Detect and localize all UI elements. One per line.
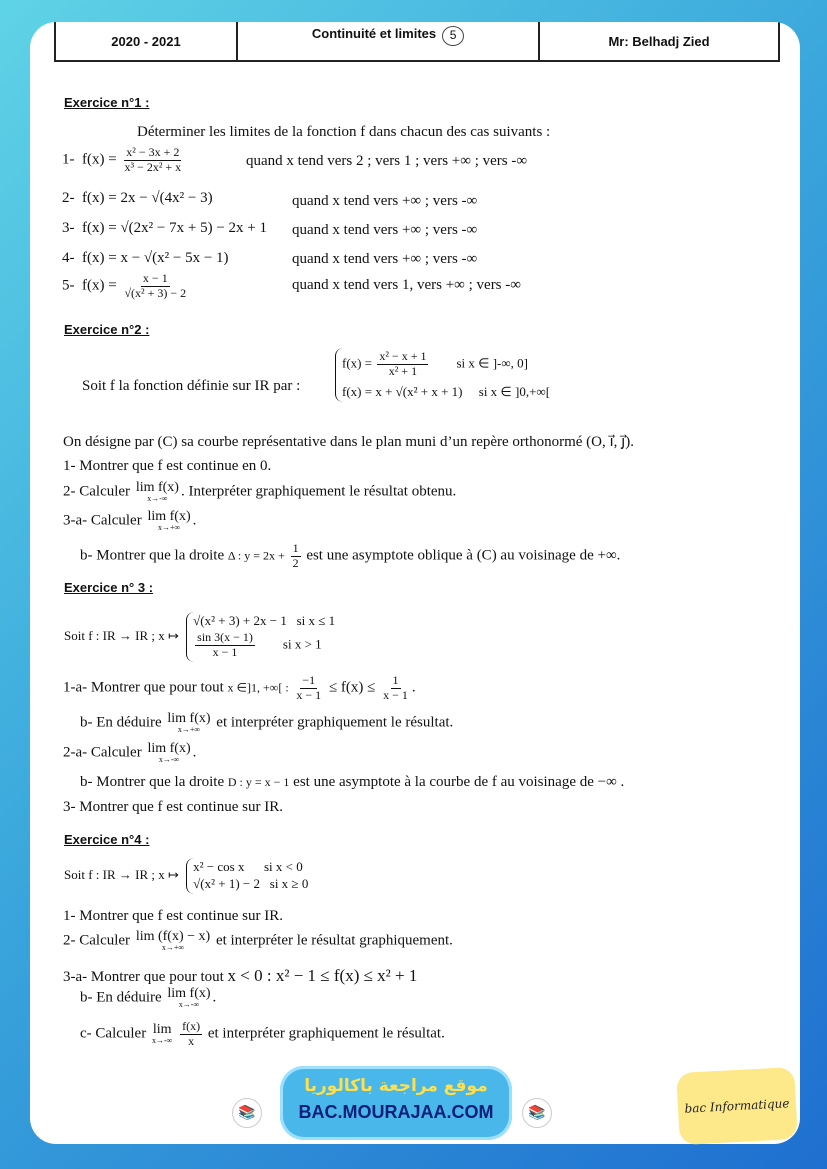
school-year: 2020 - 2021 bbox=[56, 22, 238, 60]
ex2-piecewise: f(x) = $\frac{\text{x² − x + 1}}{\text{x² + 1}}$ si x ∈ ]-∞, 0] f(x) = x + √(x² + x + 1) si x ∈ ]0,+∞[ bbox=[335, 348, 550, 402]
ex1-item-3-cond: quand x tend vers +∞ ; vers -∞ bbox=[292, 222, 478, 238]
ex4-title: Exercice n°4 : bbox=[64, 832, 150, 847]
ex1-item-5: 5- f(x) = $\frac{x - 1}{\text{√(x² + 3) − 2}}$ bbox=[62, 271, 187, 300]
ex1-item-1-cond: quand x tend vers 2 ; vers 1 ; vers +∞ ; vers -∞ bbox=[246, 153, 528, 169]
ex1-item-2: 2- f(x) = 2x − √(4x² − 3) bbox=[62, 190, 213, 206]
ex3-line-5: 3- Montrer que f est continue sur IR. bbox=[63, 799, 283, 815]
ex2-line-2: 1- Montrer que f est continue en 0. bbox=[63, 458, 272, 474]
ex4-line-5: c- Calculer lim x→-∞ $\frac{f(x)}{x}$ et interpréter graphiquement le résultat. bbox=[80, 1019, 445, 1048]
ex1-item-4-cond: quand x tend vers +∞ ; vers -∞ bbox=[292, 251, 478, 267]
site-url: BAC.MOURAJAA.COM bbox=[298, 1102, 494, 1122]
ex2-line-4: 3-a- Calculer lim f(x) x→+∞ . bbox=[63, 509, 197, 532]
teacher-name: Mr: Belhadj Zied bbox=[608, 33, 710, 49]
ex2-line-1: On désigne par (C) sa courbe représentative dans le plan muni d’un repère orthonormé (O, i⃗, j⃗). bbox=[63, 434, 635, 450]
ex3-line-2: b- En déduire lim f(x) x→+∞ et interpréter graphiquement le résultat. bbox=[80, 711, 454, 734]
ex2-title: Exercice n°2 : bbox=[64, 322, 150, 337]
ex4-line-4: b- En déduire lim f(x) x→-∞ . bbox=[80, 986, 217, 1009]
ex2-definition: Soit f la fonction définie sur IR par : bbox=[82, 378, 301, 394]
ex2-line-5: b- Montrer que la droite Δ : y = 2x + $\frac{1}{2}$ est une asymptote oblique à (C) au voisinage de +∞. bbox=[80, 541, 621, 570]
site-watermark[interactable] bbox=[280, 1066, 512, 1140]
ex1-intro: Déterminer les limites de la fonction f dans chacun des cas suivants : bbox=[137, 124, 551, 140]
ex4-line-3: 3-a- Montrer que pour tout x < 0 : x² − 1 ≤ f(x) ≤ x² + 1 bbox=[63, 966, 418, 985]
ex3-line-3: 2-a- Calculer lim f(x) x→-∞ . bbox=[63, 741, 197, 764]
header-table bbox=[54, 22, 780, 62]
ex4-line-1: 1- Montrer que f est continue sur IR. bbox=[63, 908, 283, 924]
ex1-item-5-cond: quand x tend vers 1, vers +∞ ; vers -∞ bbox=[292, 277, 521, 293]
ex4-line-2: 2- Calculer lim (f(x) − x) x→+∞ et interpréter le résultat graphiquement. bbox=[63, 929, 453, 952]
ex4-definition: Soit f : IR → IR ; x ↦ x² − cos x si x < 0 √(x² + 1) − 2 si x ≥ 0 bbox=[64, 858, 308, 894]
bac-informatique-badge: bac Informatique bbox=[676, 1067, 798, 1145]
ex3-line-1: 1-a- Montrer que pour tout x ∈]1, +∞[ : $\frac{-1}{x - 1}$ ≤ f(x) ≤ $\frac{1}{x - 1}$ . bbox=[63, 673, 416, 702]
ex1-item-3: 3- f(x) = √(2x² − 7x + 5) − 2x + 1 bbox=[62, 220, 268, 236]
site-logo-left-icon: 📚 bbox=[232, 1098, 262, 1128]
site-logo-right-icon: 📚 bbox=[522, 1098, 552, 1128]
sheet-number: 5 bbox=[442, 26, 464, 46]
chapter-title: Continuité et limites 5 bbox=[238, 22, 540, 60]
ex1-title: Exercice n°1 : bbox=[64, 95, 150, 110]
ex1-item-2-cond: quand x tend vers +∞ ; vers -∞ bbox=[292, 193, 478, 209]
ex2-line-3: 2- Calculer lim f(x) x→-∞ . Interpréter graphiquement le résultat obtenu. bbox=[63, 480, 457, 503]
ex3-title: Exercice n° 3 : bbox=[64, 580, 154, 595]
site-name-arabic: موقع مراجعة باكالوريا bbox=[304, 1076, 488, 1096]
worksheet-page bbox=[30, 22, 800, 1144]
ex3-definition: Soit f : IR → IR ; x ↦ √(x² + 3) + 2x − 1 si x ≤ 1 $\frac{\sin 3(x - 1)}{x - 1}$ si x > 1 bbox=[64, 612, 335, 662]
ex3-line-4: b- Montrer que la droite D : y = x − 1 est une asymptote à la courbe de f au voisinage de −∞ . bbox=[80, 774, 625, 790]
ex1-item-1: 1- f(x) = $\frac{\text{x² − 3x + 2}}{\text{x³ − 2x² + x}}$ bbox=[62, 145, 182, 174]
ex1-item-4: 4- f(x) = x − √(x² − 5x − 1) bbox=[62, 250, 229, 266]
